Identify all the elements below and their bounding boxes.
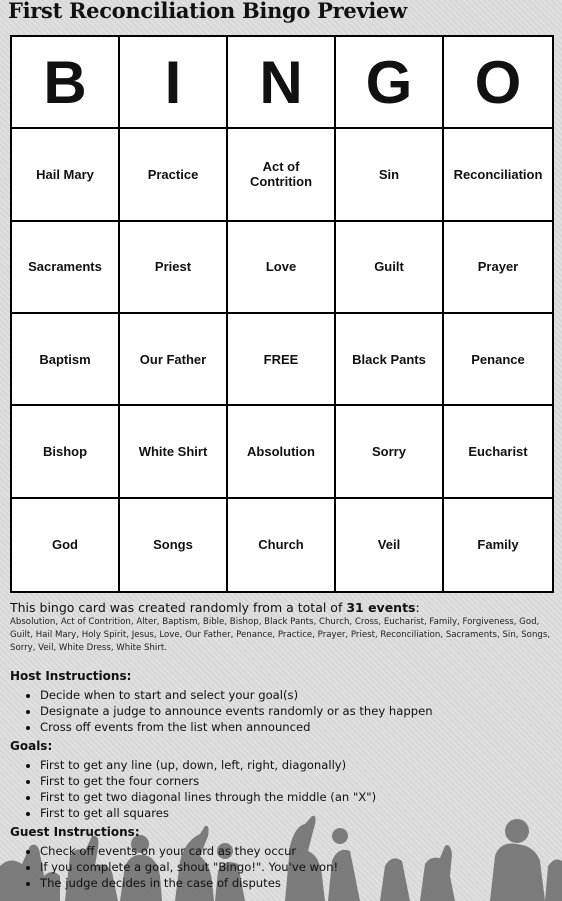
list-item: • First to get any line (up, down, left, right, diagonally) [40, 757, 555, 773]
bingo-cell[interactable]: Eucharist [444, 406, 552, 498]
bingo-cell[interactable]: Guilt [336, 222, 444, 314]
events-list: Absolution, Act of Contrition, Alter, Baptism, Bible, Bishop, Black Pants, Church, Cross, Eucharist, Family, Forgiveness, God, Guilt, Hail Mary, Holy Spirit, Jesus, Love, Our Father, Penance, Practice, Prayer, Priest, Reconciliation, Sacraments, Sin, Songs, Sorry, Veil, White Dress, White Shirt. [10, 617, 551, 653]
events-intro [10, 600, 555, 616]
bingo-cell[interactable]: Church [228, 499, 336, 591]
bingo-cell[interactable]: Sorry [336, 406, 444, 498]
bingo-cell[interactable]: Black Pants [336, 314, 444, 406]
bingo-cell[interactable]: Sacraments [12, 222, 120, 314]
bingo-cell[interactable]: Penance [444, 314, 552, 406]
bingo-cell[interactable]: Priest [120, 222, 228, 314]
bingo-cell[interactable]: Prayer [444, 222, 552, 314]
list-item: • The judge decides in the case of disputes [40, 875, 555, 891]
bingo-cell[interactable]: Reconciliation [444, 129, 552, 221]
goals-list [10, 757, 555, 821]
list-item: • Decide when to start and select your goal(s) [40, 687, 555, 703]
intro-suffix: : [415, 600, 420, 615]
bingo-cell[interactable]: Veil [336, 499, 444, 591]
host-instructions-title: Host Instructions: [10, 669, 132, 683]
list-item: • First to get the four corners [40, 773, 555, 789]
bingo-cell[interactable]: Bishop [12, 406, 120, 498]
bingo-cell[interactable]: Our Father [120, 314, 228, 406]
guest-instructions-list [10, 843, 555, 891]
card-details [10, 600, 555, 891]
bingo-header-b: B [12, 37, 120, 129]
list-item: • Cross off events from the list when announced [40, 719, 555, 735]
list-item: • First to get two diagonal lines through the middle (an "X") [40, 789, 555, 805]
bingo-cell[interactable]: Act of Contrition [228, 129, 336, 221]
list-item: • First to get all squares [40, 805, 555, 821]
bingo-cell[interactable]: Practice [120, 129, 228, 221]
bingo-header-n: N [228, 37, 336, 129]
host-instructions-list [10, 687, 555, 735]
bingo-cell[interactable]: Baptism [12, 314, 120, 406]
bingo-free-cell[interactable]: FREE [228, 314, 336, 406]
bingo-header-g: G [336, 37, 444, 129]
bingo-cell[interactable]: Absolution [228, 406, 336, 498]
bingo-cell[interactable]: White Shirt [120, 406, 228, 498]
page-title: First Reconciliation Bingo Preview [8, 0, 407, 23]
bingo-cell[interactable]: Hail Mary [12, 129, 120, 221]
bingo-card [10, 35, 554, 593]
guest-instructions-title: Guest Instructions: [10, 825, 140, 839]
list-item: • Designate a judge to announce events randomly or as they happen [40, 703, 555, 719]
intro-prefix: This bingo card was created randomly from a total of [10, 600, 347, 615]
list-item: • If you complete a goal, shout "Bingo!". You've won! [40, 859, 555, 875]
events-count: 31 events [346, 600, 416, 615]
bingo-cell[interactable]: Family [477, 537, 519, 553]
bingo-header-i: I [120, 37, 228, 129]
bingo-cell[interactable]: Sin [336, 129, 444, 221]
bingo-header-o: O [444, 37, 552, 129]
list-item: • Check off events on your card as they occur [40, 843, 555, 859]
bingo-cell[interactable]: God [12, 499, 120, 591]
bingo-cell[interactable]: Songs [120, 499, 228, 591]
bingo-cell[interactable]: Love [228, 222, 336, 314]
goals-title: Goals: [10, 739, 53, 753]
